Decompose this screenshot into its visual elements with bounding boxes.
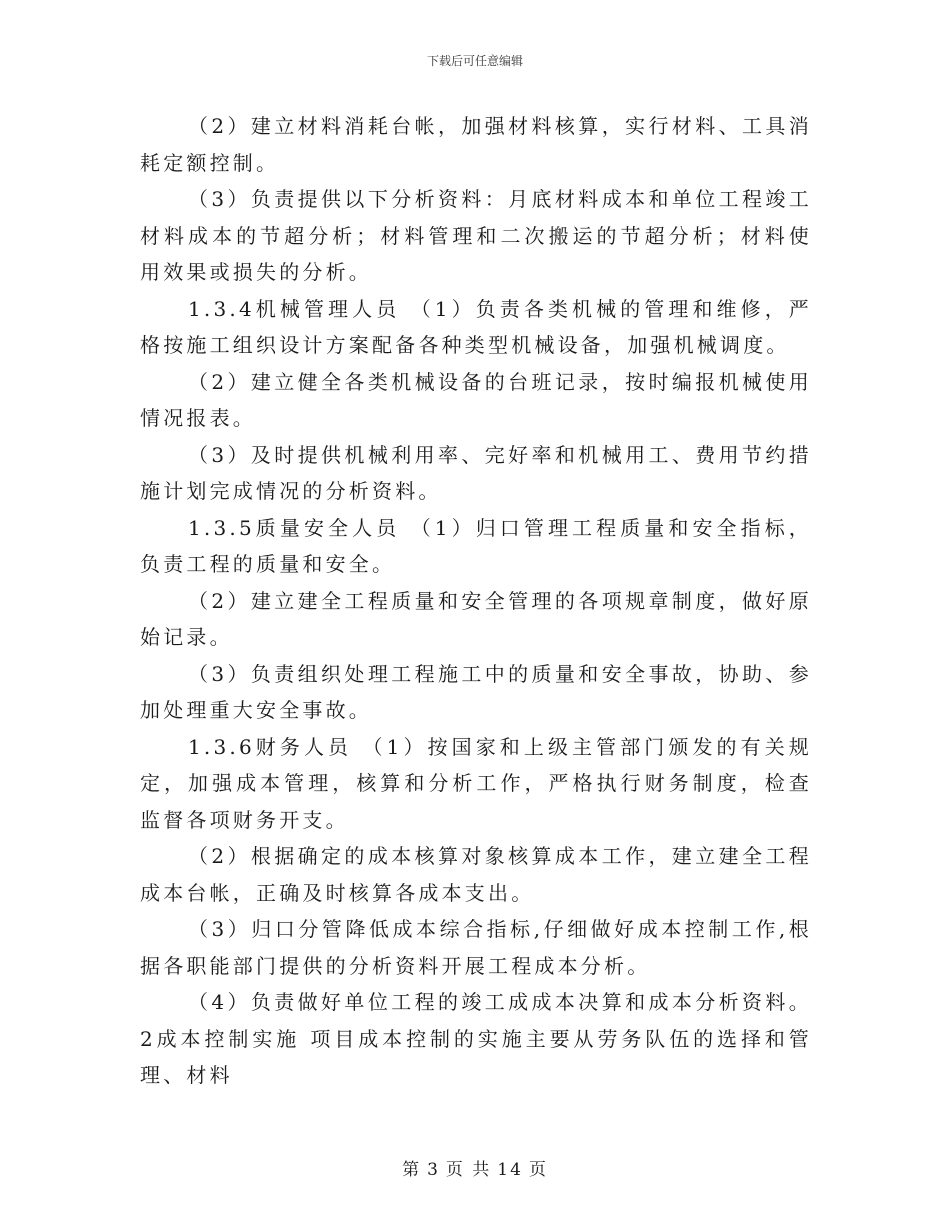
paragraph-machinery-analysis: （3）及时提供机械利用率、完好率和机械用工、费用节约措施计划完成情况的分析资料。 xyxy=(140,442,812,503)
paragraph-cost-reduction: （3）归口分管降低成本综合指标,仔细做好成本控制工作,根据各职能部门提供的分析资料开展工程成本分析。 xyxy=(140,917,812,978)
page-header: 下载后可任意编辑 xyxy=(426,54,523,68)
page-footer xyxy=(0,1155,950,1180)
paragraph-accident-handling: （3）负责组织处理工程施工中的质量和安全事故，协助、参加处理重大安全事故。 xyxy=(140,661,812,722)
paragraph-quality-rules: （2）建立建全工程质量和安全管理的各项规章制度，做好原始记录。 xyxy=(140,588,812,649)
paragraph-quality-safety-staff: 1.3.5质量安全人员 （1）归口管理工程质量和安全指标，负责工程的质量和安全。 xyxy=(140,515,812,576)
paragraph-machinery-staff: 1.3.4机械管理人员 （1）负责各类机械的管理和维修，严格按施工组织设计方案配备各种类型机械设备，加强机械调度。 xyxy=(140,296,812,357)
paragraph-finance-staff: 1.3.6财务人员 （1）按国家和上级主管部门颁发的有关规定，加强成本管理，核算和分析工作，严格执行财务制度，检查监督各项财务开支。 xyxy=(140,734,812,832)
paragraph-machinery-records: （2）建立健全各类机械设备的台班记录，按时编报机械使用情况报表。 xyxy=(140,369,812,430)
page-number: 3 xyxy=(427,1160,440,1180)
footer-prefix: 第 xyxy=(402,1160,422,1180)
footer-suffix: 页 xyxy=(528,1160,548,1180)
document-body xyxy=(140,108,812,1094)
paragraph-material-analysis: （3）负责提供以下分析资料：月底材料成本和单位工程竣工材料成本的节超分析；材料管理和二次搬运的节超分析；材料使用效果或损失的分析。 xyxy=(140,187,812,284)
paragraph-cost-accounting: （2）根据确定的成本核算对象核算成本工作，建立建全工程成本台帐，正确及时核算各成本支出。 xyxy=(140,844,812,905)
paragraph-material-ledger: （2）建立材料消耗台帐，加强材料核算，实行材料、工具消耗定额控制。 xyxy=(140,114,812,175)
footer-middle: 页 共 xyxy=(445,1160,492,1180)
paragraph-final-accounts: （4）负责做好单位工程的竣工成成本决算和成本分析资料。 2成本控制实施 项目成本控制的实施主要从劳务队伍的选择和管理、材料 xyxy=(140,990,812,1087)
total-pages: 14 xyxy=(497,1160,523,1180)
